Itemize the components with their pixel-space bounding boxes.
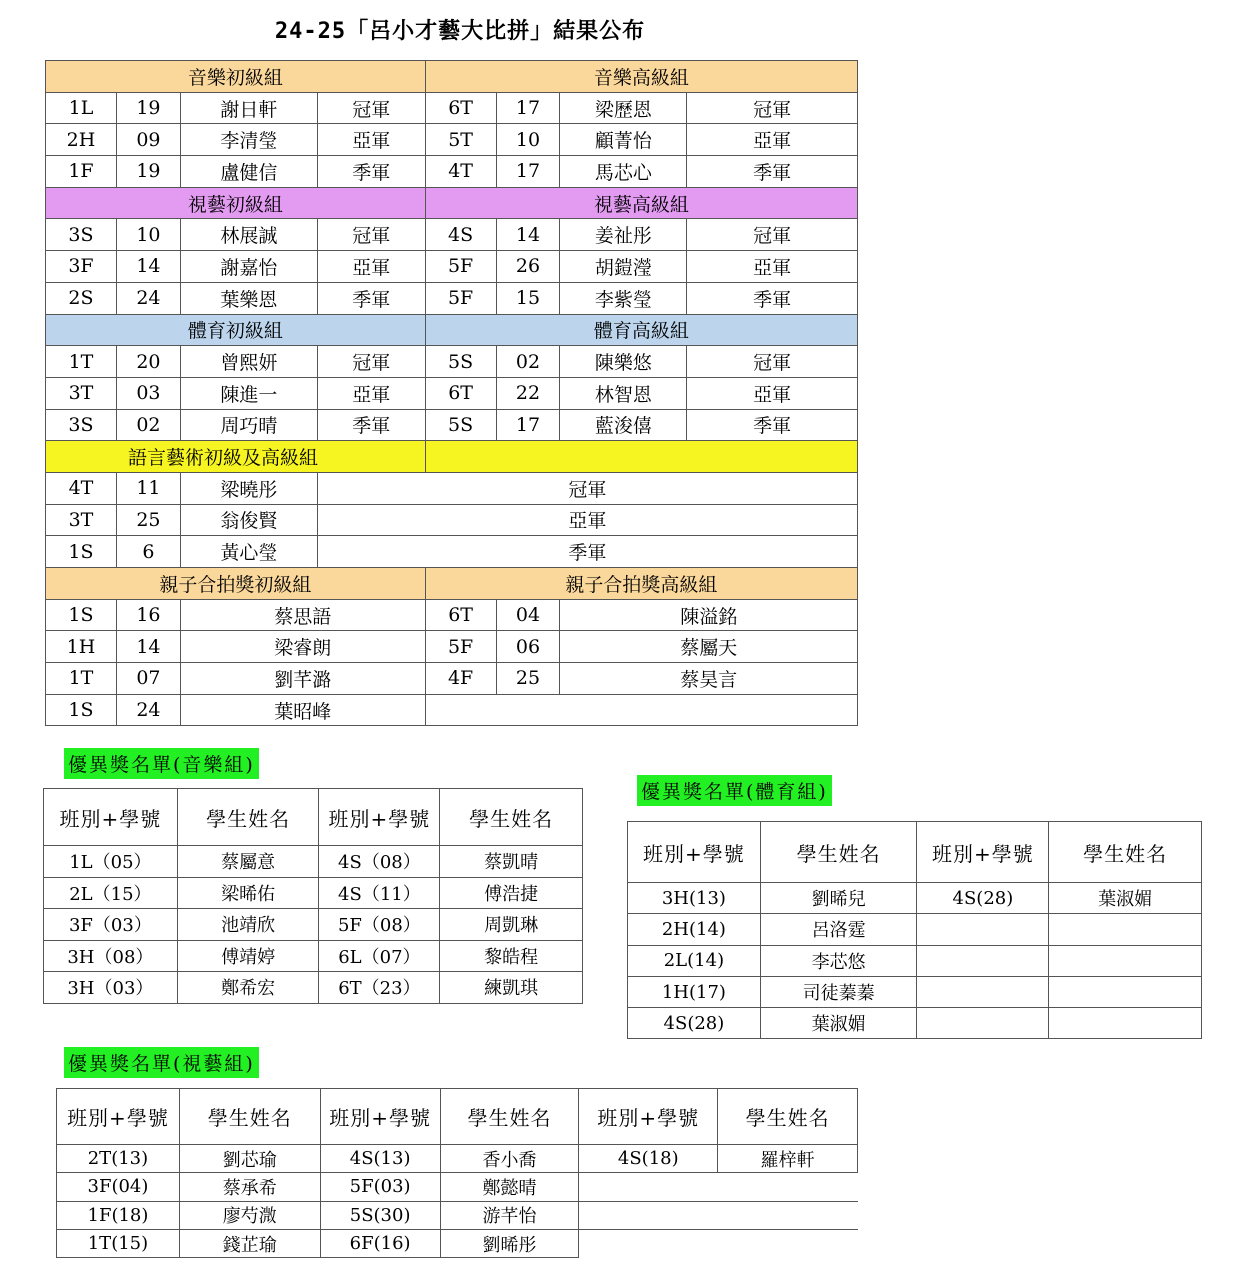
number-cell: 19 (116, 92, 180, 124)
section-header-row (46, 187, 858, 219)
class-cell: 3S (46, 219, 117, 251)
student-name-cell: 陳樂悠 (560, 346, 687, 378)
table-row (46, 631, 858, 663)
student-name-cell: 錢芷瑜 (179, 1229, 320, 1257)
column-header: 班別+學號 (579, 1089, 718, 1145)
class-cell: 1L (46, 92, 117, 124)
number-cell: 17 (496, 156, 560, 188)
award-cell: 冠軍 (687, 219, 858, 251)
class-number-cell: 4S（08） (319, 846, 440, 878)
number-cell: 09 (116, 124, 180, 156)
student-name-cell: 劉晞彤 (440, 1229, 579, 1257)
student-name-cell: 游芊怡 (440, 1201, 579, 1229)
section-header-right: 體育高級組 (425, 314, 857, 346)
table-row (57, 1145, 858, 1173)
class-number-cell: 6F(16) (320, 1229, 440, 1257)
page-title: 24-25「呂小才藝大比拼」結果公布 (274, 19, 646, 44)
visual-merit-label: 優異獎名單(視藝組) (64, 1047, 259, 1078)
award-cell: 季軍 (687, 282, 858, 314)
class-number-cell: 2L（15） (44, 877, 178, 909)
number-cell: 10 (496, 124, 560, 156)
student-name-cell: 謝日軒 (180, 92, 317, 124)
student-name-cell: 劉芊潞 (180, 663, 425, 695)
award-cell: 亞軍 (317, 504, 857, 536)
student-name-cell: 謝嘉怡 (180, 251, 317, 283)
class-cell: 3T (46, 377, 117, 409)
award-cell: 冠軍 (317, 219, 425, 251)
number-cell: 26 (496, 251, 560, 283)
column-header: 班別+學號 (917, 822, 1049, 883)
number-cell: 02 (116, 409, 180, 441)
section-header-row (46, 314, 858, 346)
table-row (46, 504, 858, 536)
number-cell: 02 (496, 346, 560, 378)
student-name-cell: 盧健信 (180, 156, 317, 188)
number-cell: 14 (116, 251, 180, 283)
results-table (45, 60, 858, 726)
visual-merit-table (56, 1088, 858, 1258)
student-name-cell (1049, 1008, 1202, 1039)
empty-cell (579, 1229, 858, 1257)
student-name-cell: 葉淑媚 (1049, 883, 1202, 914)
student-name-cell: 胡鎧瀅 (560, 251, 687, 283)
award-cell: 冠軍 (687, 346, 858, 378)
class-cell: 1S (46, 599, 117, 631)
student-name-cell: 司徒蓁蓁 (760, 976, 917, 1007)
class-cell: 3S (46, 409, 117, 441)
student-name-cell: 陳溢銘 (560, 599, 858, 631)
award-cell: 季軍 (317, 409, 425, 441)
student-name-cell: 劉芯瑜 (179, 1145, 320, 1173)
student-name-cell: 廖芍溦 (179, 1201, 320, 1229)
class-number-cell (917, 1008, 1049, 1039)
student-name-cell: 蔡凱晴 (440, 846, 583, 878)
section-header-row (46, 61, 858, 93)
number-cell: 14 (116, 631, 180, 663)
award-cell: 亞軍 (687, 251, 858, 283)
class-number-cell: 3H（08） (44, 940, 178, 972)
class-number-cell: 3F(04) (57, 1173, 180, 1201)
table-row (46, 472, 858, 504)
class-cell: 5S (425, 346, 496, 378)
student-name-cell: 蔡屬天 (560, 631, 858, 663)
column-header: 班別+學號 (320, 1089, 440, 1145)
column-header: 學生姓名 (1049, 822, 1202, 883)
student-name-cell: 池靖欣 (177, 909, 319, 941)
empty-cell (579, 1173, 858, 1201)
section-header-left: 體育初級組 (46, 314, 426, 346)
class-number-cell: 6L（07） (319, 940, 440, 972)
class-number-cell (917, 976, 1049, 1007)
award-cell: 亞軍 (687, 377, 858, 409)
number-cell: 10 (116, 219, 180, 251)
student-name-cell (1049, 976, 1202, 1007)
student-name-cell: 練凱琪 (440, 972, 583, 1004)
class-number-cell: 4S(13) (320, 1145, 440, 1173)
table-row (57, 1201, 858, 1229)
table-row (628, 1008, 1202, 1039)
class-number-cell: 1F(18) (57, 1201, 180, 1229)
number-cell: 24 (116, 282, 180, 314)
table-row (44, 940, 583, 972)
award-cell: 冠軍 (317, 92, 425, 124)
student-name-cell: 林智恩 (560, 377, 687, 409)
award-cell: 亞軍 (317, 124, 425, 156)
number-cell: 19 (116, 156, 180, 188)
class-cell: 5T (425, 124, 496, 156)
student-name-cell: 藍浚僖 (560, 409, 687, 441)
student-name-cell: 李芯悠 (760, 945, 917, 976)
column-header: 學生姓名 (760, 822, 917, 883)
table-row (628, 883, 1202, 914)
table-row (46, 663, 858, 695)
class-cell: 3F (46, 251, 117, 283)
award-cell: 冠軍 (317, 472, 857, 504)
award-cell: 亞軍 (317, 251, 425, 283)
student-name-cell: 翁俊賢 (180, 504, 317, 536)
column-header: 學生姓名 (440, 789, 583, 846)
class-cell: 5F (425, 631, 496, 663)
header-row (57, 1089, 858, 1145)
class-number-cell: 5F(03) (320, 1173, 440, 1201)
class-number-cell: 3H(13) (628, 883, 761, 914)
student-name-cell: 蔡昊言 (560, 663, 858, 695)
student-name-cell: 傅靖婷 (177, 940, 319, 972)
section-header-right: 音樂高級組 (425, 61, 857, 93)
student-name-cell: 李紫瑩 (560, 282, 687, 314)
class-number-cell: 2H(14) (628, 914, 761, 945)
student-name-cell: 香小喬 (440, 1145, 579, 1173)
award-cell: 季軍 (317, 156, 425, 188)
number-cell: 06 (496, 631, 560, 663)
student-name-cell: 傅浩捷 (440, 877, 583, 909)
class-number-cell: 3F（03） (44, 909, 178, 941)
student-name-cell: 陳進一 (180, 377, 317, 409)
column-header: 班別+學號 (44, 789, 178, 846)
section-header-left: 語言藝術初級及高級組 (46, 441, 426, 473)
class-number-cell: 1T(15) (57, 1229, 180, 1257)
number-cell: 6 (116, 536, 180, 568)
class-cell: 1T (46, 663, 117, 695)
section-header-row (46, 441, 858, 473)
number-cell: 25 (116, 504, 180, 536)
student-name-cell: 曾熙妍 (180, 346, 317, 378)
table-row (628, 914, 1202, 945)
student-name-cell: 黃心瑩 (180, 536, 317, 568)
class-cell: 2H (46, 124, 117, 156)
class-cell: 4F (425, 663, 496, 695)
table-row (44, 877, 583, 909)
class-cell: 5F (425, 251, 496, 283)
column-header: 班別+學號 (628, 822, 761, 883)
number-cell: 04 (496, 599, 560, 631)
class-number-cell (917, 914, 1049, 945)
class-cell: 4T (425, 156, 496, 188)
number-cell: 17 (496, 409, 560, 441)
class-cell: 4T (46, 472, 117, 504)
section-header-right: 親子合拍獎高級組 (425, 568, 857, 600)
student-name-cell: 劉晞兒 (760, 883, 917, 914)
table-row (44, 909, 583, 941)
table-row (46, 124, 858, 156)
award-cell: 季軍 (687, 409, 858, 441)
music-merit-label: 優異獎名單(音樂組) (64, 748, 259, 779)
class-cell: 6T (425, 599, 496, 631)
empty-cell (579, 1201, 858, 1229)
column-header: 班別+學號 (57, 1089, 180, 1145)
class-number-cell: 2L(14) (628, 945, 761, 976)
number-cell: 20 (116, 346, 180, 378)
award-cell: 季軍 (317, 282, 425, 314)
class-number-cell: 1L（05） (44, 846, 178, 878)
class-cell: 5S (425, 409, 496, 441)
number-cell: 25 (496, 663, 560, 695)
class-number-cell (917, 945, 1049, 976)
class-cell: 5F (425, 282, 496, 314)
table-row (46, 156, 858, 188)
award-cell: 季軍 (317, 536, 857, 568)
student-name-cell: 梁歷恩 (560, 92, 687, 124)
table-row (57, 1229, 858, 1257)
student-name-cell: 呂洛霆 (760, 914, 917, 945)
award-cell: 冠軍 (317, 346, 425, 378)
table-row (46, 536, 858, 568)
section-header-left: 親子合拍獎初級組 (46, 568, 426, 600)
column-header: 學生姓名 (179, 1089, 320, 1145)
number-cell: 14 (496, 219, 560, 251)
class-number-cell: 4S(18) (579, 1145, 718, 1173)
section-header-left: 視藝初級組 (46, 187, 426, 219)
student-name-cell: 姜祉彤 (560, 219, 687, 251)
number-cell: 07 (116, 663, 180, 695)
section-header-right (425, 441, 857, 473)
student-name-cell: 葉淑媚 (760, 1008, 917, 1039)
student-name-cell: 馬芯心 (560, 156, 687, 188)
student-name-cell (1049, 914, 1202, 945)
student-name-cell: 蔡思語 (180, 599, 425, 631)
student-name-cell: 顧菁怡 (560, 124, 687, 156)
table-row (44, 846, 583, 878)
student-name-cell: 梁晞佑 (177, 877, 319, 909)
table-row (57, 1173, 858, 1201)
class-cell: 1F (46, 156, 117, 188)
table-row (46, 409, 858, 441)
section-header-left: 音樂初級組 (46, 61, 426, 93)
header-row (628, 822, 1202, 883)
class-cell: 3T (46, 504, 117, 536)
music-merit-table (43, 788, 583, 1004)
pe-merit-label: 優異獎名單(體育組) (637, 775, 832, 806)
class-cell: 6T (425, 92, 496, 124)
table-row (628, 945, 1202, 976)
student-name-cell: 葉樂恩 (180, 282, 317, 314)
student-name-cell: 梁曉彤 (180, 472, 317, 504)
number-cell: 03 (116, 377, 180, 409)
empty-cell (425, 694, 857, 726)
student-name-cell: 梁睿朗 (180, 631, 425, 663)
award-cell: 亞軍 (317, 377, 425, 409)
student-name-cell: 蔡屬意 (177, 846, 319, 878)
class-cell: 2S (46, 282, 117, 314)
student-name-cell: 黎皓程 (440, 940, 583, 972)
header-row (44, 789, 583, 846)
student-name-cell (1049, 945, 1202, 976)
number-cell: 15 (496, 282, 560, 314)
table-row (46, 282, 858, 314)
table-row (628, 976, 1202, 1007)
award-cell: 季軍 (687, 156, 858, 188)
award-cell: 亞軍 (687, 124, 858, 156)
award-cell: 冠軍 (687, 92, 858, 124)
column-header: 班別+學號 (319, 789, 440, 846)
number-cell: 17 (496, 92, 560, 124)
number-cell: 24 (116, 694, 180, 726)
student-name-cell: 周凱琳 (440, 909, 583, 941)
class-cell: 1S (46, 694, 117, 726)
number-cell: 11 (116, 472, 180, 504)
table-row (46, 92, 858, 124)
section-header-row (46, 568, 858, 600)
table-row (46, 377, 858, 409)
class-cell: 1T (46, 346, 117, 378)
class-number-cell: 1H(17) (628, 976, 761, 1007)
class-number-cell: 4S(28) (628, 1008, 761, 1039)
class-number-cell: 5S(30) (320, 1201, 440, 1229)
column-header: 學生姓名 (440, 1089, 579, 1145)
table-row (44, 972, 583, 1004)
class-number-cell: 4S（11） (319, 877, 440, 909)
table-row (46, 251, 858, 283)
class-number-cell: 2T(13) (57, 1145, 180, 1173)
class-cell: 1H (46, 631, 117, 663)
student-name-cell: 羅梓軒 (718, 1145, 858, 1173)
column-header: 學生姓名 (177, 789, 319, 846)
class-number-cell: 4S(28) (917, 883, 1049, 914)
student-name-cell: 周巧晴 (180, 409, 317, 441)
student-name-cell: 蔡承希 (179, 1173, 320, 1201)
student-name-cell: 葉昭峰 (180, 694, 425, 726)
student-name-cell: 林展誠 (180, 219, 317, 251)
student-name-cell: 鄭希宏 (177, 972, 319, 1004)
class-cell: 4S (425, 219, 496, 251)
student-name-cell: 李清瑩 (180, 124, 317, 156)
class-number-cell: 3H（03） (44, 972, 178, 1004)
number-cell: 22 (496, 377, 560, 409)
number-cell: 16 (116, 599, 180, 631)
class-number-cell: 5F（08） (319, 909, 440, 941)
table-row (46, 219, 858, 251)
student-name-cell: 鄭懿晴 (440, 1173, 579, 1201)
pe-merit-table (627, 821, 1202, 1039)
class-cell: 1S (46, 536, 117, 568)
class-number-cell: 6T（23） (319, 972, 440, 1004)
column-header: 學生姓名 (718, 1089, 858, 1145)
table-row (46, 599, 858, 631)
table-row (46, 346, 858, 378)
section-header-right: 視藝高級組 (425, 187, 857, 219)
table-row (46, 694, 858, 726)
class-cell: 6T (425, 377, 496, 409)
